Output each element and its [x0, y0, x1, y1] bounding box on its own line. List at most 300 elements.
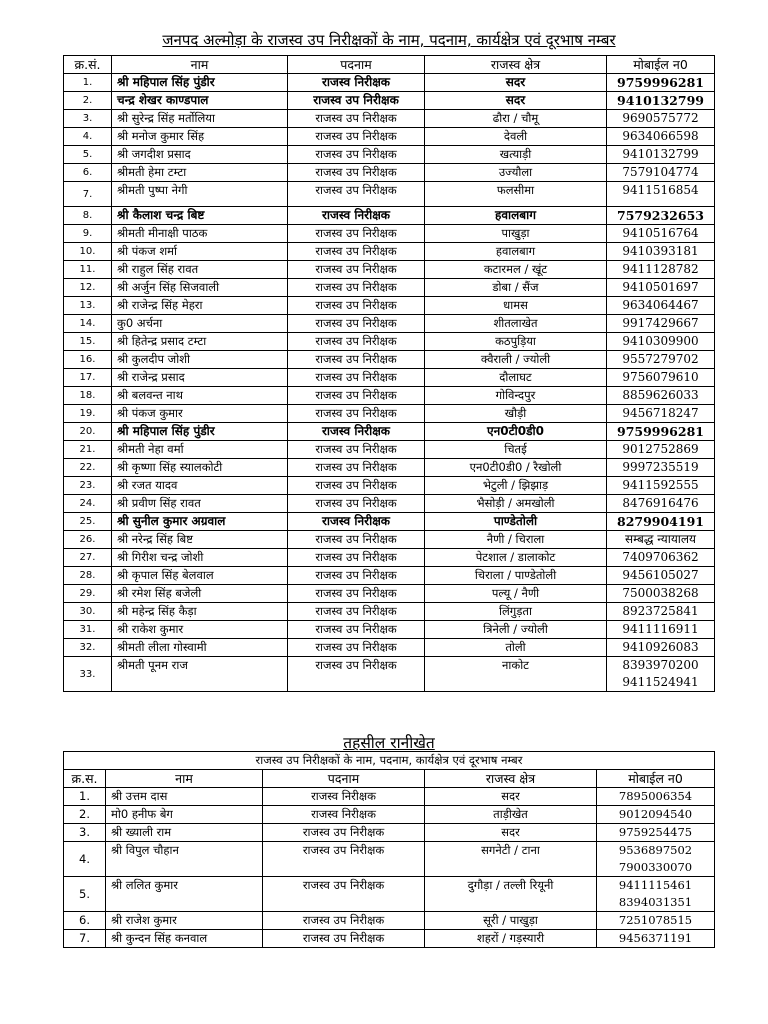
mobile-number — [607, 369, 715, 387]
table-row — [64, 243, 715, 261]
table-row — [64, 912, 715, 930]
inspector-name: श्री कुलदीप जोशी — [112, 351, 288, 369]
revenue-area: तोली — [425, 639, 607, 657]
table-row — [64, 128, 715, 146]
revenue-area: फलसीमा — [425, 182, 607, 207]
serial-number: 1. — [64, 788, 106, 806]
table-row — [64, 441, 715, 459]
serial-number: 16. — [64, 351, 112, 369]
serial-number: 23. — [64, 477, 112, 495]
inspector-name: श्री जगदीश प्रसाद — [112, 146, 288, 164]
serial-number: 27. — [64, 549, 112, 567]
header-mobile: मोबाईल न0 — [597, 770, 715, 788]
inspector-name: श्री राहुल सिंह रावत — [112, 261, 288, 279]
revenue-area: नैणी / चिराला — [425, 531, 607, 549]
mobile-number — [607, 146, 715, 164]
designation: राजस्व उप निरीक्षक — [263, 842, 425, 877]
inspector-name: श्री रजत यादव — [112, 477, 288, 495]
designation: राजस्व निरीक्षक — [263, 806, 425, 824]
section-title-ranikhet: तहसील रानीखेत — [343, 734, 435, 752]
mobile-number — [607, 423, 715, 441]
inspector-name: श्री गिरीश चन्द्र जोशी — [112, 549, 288, 567]
serial-number: 31. — [64, 621, 112, 639]
revenue-area: लिंगुड़ता — [425, 603, 607, 621]
phone-number: 9634066598 — [622, 129, 699, 143]
designation: राजस्व उप निरीक्षक — [263, 877, 425, 912]
inspector-name: श्री राजेन्द्र प्रसाद — [112, 369, 288, 387]
revenue-area: कठपुड़िया — [425, 333, 607, 351]
designation: राजस्व निरीक्षक — [288, 513, 425, 531]
revenue-area: देवली — [425, 128, 607, 146]
serial-number: 7. — [64, 182, 112, 207]
inspector-name: श्री महिपाल सिंह पुंडीर — [112, 423, 288, 441]
serial-number: 3. — [64, 824, 106, 842]
inspector-name: श्री मनोज कुमार सिंह — [112, 128, 288, 146]
table-row — [64, 788, 715, 806]
phone-number: 7409706362 — [622, 550, 699, 564]
table-row — [64, 495, 715, 513]
mobile-number — [607, 495, 715, 513]
table-row — [64, 74, 715, 92]
designation: राजस्व उप निरीक्षक — [288, 639, 425, 657]
mobile-number — [607, 261, 715, 279]
revenue-area: कटारमल / खूंट — [425, 261, 607, 279]
phone-number: 9410132799 — [617, 93, 704, 108]
designation: राजस्व उप निरीक्षक — [288, 315, 425, 333]
designation: राजस्व उप निरीक्षक — [288, 297, 425, 315]
designation: राजस्व उप निरीक्षक — [288, 225, 425, 243]
designation: राजस्व उप निरीक्षक — [288, 369, 425, 387]
mobile-number — [607, 621, 715, 639]
phone-number: 9456718247 — [622, 406, 699, 420]
mobile-number — [597, 824, 715, 842]
mobile-number — [607, 549, 715, 567]
mobile-number — [607, 441, 715, 459]
mobile-number — [607, 164, 715, 182]
designation: राजस्व उप निरीक्षक — [288, 92, 425, 110]
inspector-name: श्री बलवन्त नाथ — [112, 387, 288, 405]
designation: राजस्व उप निरीक्षक — [288, 110, 425, 128]
designation: राजस्व उप निरीक्षक — [263, 912, 425, 930]
serial-number: 9. — [64, 225, 112, 243]
header-revenue-area: राजस्व क्षेत्र — [425, 56, 607, 74]
inspector-name: श्री कृष्णा सिंह स्यालकोटी — [112, 459, 288, 477]
inspector-name: श्रीमती पुष्पा नेगी — [112, 182, 288, 207]
mobile-number — [607, 182, 715, 207]
phone-number: 9634064467 — [622, 298, 699, 312]
serial-number: 10. — [64, 243, 112, 261]
serial-number: 5. — [64, 146, 112, 164]
serial-number: 7. — [64, 930, 106, 948]
phone-number: 9690575772 — [622, 111, 699, 125]
mobile-number — [607, 603, 715, 621]
designation: राजस्व उप निरीक्षक — [288, 405, 425, 423]
revenue-area: ढौरा / चौमू — [425, 110, 607, 128]
mobile-number — [607, 477, 715, 495]
revenue-area: शहरों / गड़स्यारी — [425, 930, 597, 948]
serial-number: 32. — [64, 639, 112, 657]
inspector-name: श्री रमेश सिंह बजेली — [112, 585, 288, 603]
inspector-name: श्री कैलाश चन्द्र बिष्ट — [112, 207, 288, 225]
table-row — [64, 513, 715, 531]
inspector-name: श्रीमती नेहा वर्मा — [112, 441, 288, 459]
designation: राजस्व उप निरीक्षक — [263, 930, 425, 948]
header-mobile: मोबाईल न0 — [607, 56, 715, 74]
inspector-name: श्री विपुल चौहान — [106, 842, 263, 877]
revenue-area: पेटशाल / डालाकोट — [425, 549, 607, 567]
table-row — [64, 477, 715, 495]
mobile-number — [607, 74, 715, 92]
table-row — [64, 279, 715, 297]
inspector-name: श्री ललित कुमार — [106, 877, 263, 912]
phone-number: 9411592555 — [622, 478, 699, 492]
revenue-area: उज्यौला — [425, 164, 607, 182]
mobile-number — [597, 877, 715, 912]
phone-number: 9759996281 — [617, 424, 704, 439]
designation: राजस्व उप निरीक्षक — [288, 182, 425, 207]
phone-number: 9410516764 — [622, 226, 699, 240]
designation: राजस्व उप निरीक्षक — [288, 164, 425, 182]
phone-number: 9012094540 — [618, 807, 693, 821]
revenue-area: एन0टी0डी0 / रैखोली — [425, 459, 607, 477]
revenue-area: सदर — [425, 788, 597, 806]
table-row — [64, 405, 715, 423]
phone-number: 9536897502 — [618, 843, 693, 857]
table-row — [64, 164, 715, 182]
designation: राजस्व उप निरीक्षक — [288, 261, 425, 279]
designation: राजस्व उप निरीक्षक — [288, 585, 425, 603]
revenue-area: सगनेटी / टाना — [425, 842, 597, 877]
serial-number: 19. — [64, 405, 112, 423]
mobile-number — [607, 387, 715, 405]
mobile-number — [607, 351, 715, 369]
phone-number: 9411115461 — [618, 878, 693, 892]
mobile-number — [607, 279, 715, 297]
table-row — [64, 110, 715, 128]
table-row — [64, 459, 715, 477]
table-subtitle-row — [64, 752, 715, 770]
phone-number: 7500038268 — [622, 586, 699, 600]
designation: राजस्व निरीक्षक — [288, 207, 425, 225]
phone-number: 9410132799 — [622, 147, 699, 161]
inspectors-table-almora — [63, 55, 715, 692]
phone-number: 9012752869 — [622, 442, 699, 456]
revenue-area: धामस — [425, 297, 607, 315]
inspector-name: श्री प्रवीण सिंह रावत — [112, 495, 288, 513]
designation: राजस्व उप निरीक्षक — [288, 567, 425, 585]
inspectors-table-ranikhet — [63, 751, 715, 948]
designation: राजस्व उप निरीक्षक — [288, 441, 425, 459]
designation: राजस्व उप निरीक्षक — [288, 603, 425, 621]
phone-number: 8859626033 — [622, 388, 699, 402]
phone-number: 8279904191 — [617, 514, 704, 529]
revenue-area: खौड़ी — [425, 405, 607, 423]
serial-number: 29. — [64, 585, 112, 603]
table-row — [64, 297, 715, 315]
phone-number: 9557279702 — [622, 352, 699, 366]
designation: राजस्व उप निरीक्षक — [288, 495, 425, 513]
table-row — [64, 657, 715, 692]
revenue-area: भेटुली / झिझाड़ — [425, 477, 607, 495]
serial-number: 1. — [64, 74, 112, 92]
header-name: नाम — [106, 770, 263, 788]
designation: राजस्व उप निरीक्षक — [288, 146, 425, 164]
table-row — [64, 261, 715, 279]
mobile-number — [607, 297, 715, 315]
table-row — [64, 639, 715, 657]
inspector-name: श्रीमती पूनम राज — [112, 657, 288, 692]
inspector-name: श्री नरेन्द्र सिंह बिष्ट — [112, 531, 288, 549]
inspector-name: श्री महिपाल सिंह पुंडीर — [112, 74, 288, 92]
revenue-area: हवालबाग — [425, 243, 607, 261]
serial-number: 22. — [64, 459, 112, 477]
table-row — [64, 824, 715, 842]
serial-number: 14. — [64, 315, 112, 333]
designation: राजस्व उप निरीक्षक — [288, 459, 425, 477]
phone-number: 9456105027 — [622, 568, 699, 582]
revenue-area: दौलाघट — [425, 369, 607, 387]
inspector-name: श्री पंकज शर्मा — [112, 243, 288, 261]
header-serial: क्र.सं. — [64, 56, 112, 74]
table-row — [64, 585, 715, 603]
inspector-name: श्री कुन्दन सिंह कनवाल — [106, 930, 263, 948]
phone-number: 7579232653 — [617, 208, 704, 223]
inspector-name: श्री कृपाल सिंह बेलवाल — [112, 567, 288, 585]
serial-number: 26. — [64, 531, 112, 549]
inspector-name: श्री हितेन्द्र प्रसाद टम्टा — [112, 333, 288, 351]
phone-number: 9411116911 — [622, 622, 699, 636]
serial-number: 6. — [64, 912, 106, 930]
revenue-area: सदर — [425, 74, 607, 92]
table-row — [64, 930, 715, 948]
mobile-number — [597, 806, 715, 824]
revenue-area: चितई — [425, 441, 607, 459]
serial-number: 5. — [64, 877, 106, 912]
serial-number: 17. — [64, 369, 112, 387]
table-row — [64, 423, 715, 441]
mobile-number — [607, 513, 715, 531]
mobile-number — [607, 639, 715, 657]
phone-number: 9410926083 — [622, 640, 699, 654]
phone-number: 9917429667 — [622, 316, 699, 330]
revenue-area: एन0टी0डी0 — [425, 423, 607, 441]
mobile-number — [607, 225, 715, 243]
designation: राजस्व उप निरीक्षक — [288, 243, 425, 261]
mobile-number — [607, 92, 715, 110]
table-row — [64, 333, 715, 351]
revenue-area: दुगौड़ा / तल्ली रियूनी — [425, 877, 597, 912]
revenue-area: खत्याड़ी — [425, 146, 607, 164]
inspector-name: श्री अर्जुन सिंह सिजवाली — [112, 279, 288, 297]
designation: राजस्व उप निरीक्षक — [288, 531, 425, 549]
phone-number: सम्बद्ध न्यायालय — [624, 532, 697, 546]
header-revenue-area: राजस्व क्षेत्र — [425, 770, 597, 788]
revenue-area: सदर — [425, 824, 597, 842]
table-row — [64, 182, 715, 207]
revenue-area: सदर — [425, 92, 607, 110]
revenue-area: पल्यू / नैणी — [425, 585, 607, 603]
designation: राजस्व उप निरीक्षक — [288, 128, 425, 146]
mobile-number — [607, 110, 715, 128]
inspector-name: श्री राजेन्द्र सिंह मेहरा — [112, 297, 288, 315]
serial-number: 6. — [64, 164, 112, 182]
serial-number: 3. — [64, 110, 112, 128]
mobile-number — [597, 930, 715, 948]
phone-number: 9410393181 — [622, 244, 699, 258]
revenue-area: सूरी / पाखुड़ा — [425, 912, 597, 930]
table-row — [64, 351, 715, 369]
table-row — [64, 207, 715, 225]
mobile-number — [607, 333, 715, 351]
serial-number: 2. — [64, 92, 112, 110]
serial-number: 24. — [64, 495, 112, 513]
revenue-area: नाकोट — [425, 657, 607, 692]
inspector-name: मो0 हनीफ बेग — [106, 806, 263, 824]
designation: राजस्व उप निरीक्षक — [288, 549, 425, 567]
serial-number: 33. — [64, 657, 112, 692]
table-row — [64, 806, 715, 824]
phone-number: 9411516854 — [622, 183, 699, 197]
mobile-number — [607, 207, 715, 225]
mobile-number — [607, 459, 715, 477]
header-name: नाम — [112, 56, 288, 74]
mobile-number — [607, 128, 715, 146]
table-subtitle: राजस्व उप निरीक्षकों के नाम, पदनाम, कार्यक्षेत्र एवं दूरभाष नम्बर — [64, 752, 715, 770]
header-serial: क्र.स. — [64, 770, 106, 788]
designation: राजस्व उप निरीक्षक — [288, 279, 425, 297]
phone-number: 9456371191 — [618, 931, 693, 945]
inspector-name: श्री महेन्द्र सिंह कैड़ा — [112, 603, 288, 621]
inspector-name: कु0 अर्चना — [112, 315, 288, 333]
designation: राजस्व निरीक्षक — [288, 423, 425, 441]
serial-number: 30. — [64, 603, 112, 621]
phone-number: 9411128782 — [622, 262, 699, 276]
serial-number: 18. — [64, 387, 112, 405]
phone-number: 9759996281 — [617, 75, 704, 90]
phone-number: 8394031351 — [618, 895, 693, 909]
table-row — [64, 621, 715, 639]
table-row — [64, 877, 715, 912]
serial-number: 15. — [64, 333, 112, 351]
inspector-name: श्री ख्याली राम — [106, 824, 263, 842]
phone-number: 9410501697 — [622, 280, 699, 294]
designation: राजस्व निरीक्षक — [288, 74, 425, 92]
inspector-name: श्री सुरेन्द्र सिंह मर्तोलिया — [112, 110, 288, 128]
revenue-area: क्वैराली / ज्योली — [425, 351, 607, 369]
mobile-number — [597, 842, 715, 877]
revenue-area: पाखुड़ा — [425, 225, 607, 243]
mobile-number — [607, 531, 715, 549]
revenue-area: हवालबाग — [425, 207, 607, 225]
designation: राजस्व उप निरीक्षक — [288, 657, 425, 692]
table-row — [64, 842, 715, 877]
phone-number: 7895006354 — [618, 789, 693, 803]
phone-number: 7900330070 — [618, 860, 693, 874]
mobile-number — [597, 912, 715, 930]
phone-number: 9756079610 — [622, 370, 699, 384]
header-designation: पदनाम — [288, 56, 425, 74]
table-row — [64, 567, 715, 585]
serial-number: 12. — [64, 279, 112, 297]
table-row — [64, 369, 715, 387]
revenue-area: त्रिनेली / ज्योली — [425, 621, 607, 639]
table-row — [64, 315, 715, 333]
phone-number: 9759254475 — [618, 825, 693, 839]
revenue-area: गोविन्दपुर — [425, 387, 607, 405]
inspector-name: श्रीमती हेमा टम्टा — [112, 164, 288, 182]
phone-number: 9411524941 — [622, 675, 699, 689]
phone-number: 7251078515 — [618, 913, 693, 927]
revenue-area: ताड़ीखेत — [425, 806, 597, 824]
table-row — [64, 603, 715, 621]
revenue-area: पाण्डेतोली — [425, 513, 607, 531]
document-title: जनपद अल्मोड़ा के राजस्व उप निरीक्षकों के नाम, पदनाम, कार्यक्षेत्र एवं दूरभाष नम्बर — [162, 31, 616, 49]
serial-number: 4. — [64, 128, 112, 146]
designation: राजस्व उप निरीक्षक — [288, 351, 425, 369]
table-row — [64, 549, 715, 567]
inspector-name: चन्द्र शेखर काण्डपाल — [112, 92, 288, 110]
revenue-area: भैसोड़ी / अमखोली — [425, 495, 607, 513]
designation: राजस्व उप निरीक्षक — [288, 477, 425, 495]
table-header-row — [64, 770, 715, 788]
serial-number: 4. — [64, 842, 106, 877]
mobile-number — [607, 585, 715, 603]
phone-number: 9410309900 — [622, 334, 699, 348]
serial-number: 25. — [64, 513, 112, 531]
revenue-area: डोबा / सैंज — [425, 279, 607, 297]
serial-number: 8. — [64, 207, 112, 225]
mobile-number — [607, 567, 715, 585]
phone-number: 8393970200 — [622, 658, 699, 672]
designation: राजस्व निरीक्षक — [263, 788, 425, 806]
revenue-area: चिराला / पाण्डेतोली — [425, 567, 607, 585]
table-row — [64, 146, 715, 164]
inspector-name: श्री राजेश कुमार — [106, 912, 263, 930]
serial-number: 11. — [64, 261, 112, 279]
phone-number: 8923725841 — [622, 604, 699, 618]
table-row — [64, 531, 715, 549]
designation: राजस्व उप निरीक्षक — [263, 824, 425, 842]
mobile-number — [607, 657, 715, 692]
inspector-name: श्री राकेश कुमार — [112, 621, 288, 639]
designation: राजस्व उप निरीक्षक — [288, 621, 425, 639]
table-header-row — [64, 56, 715, 74]
table-row — [64, 92, 715, 110]
table-row — [64, 387, 715, 405]
phone-number: 9997235519 — [622, 460, 699, 474]
phone-number: 7579104774 — [622, 165, 699, 179]
designation: राजस्व उप निरीक्षक — [288, 333, 425, 351]
inspector-name: श्री उत्तम दास — [106, 788, 263, 806]
header-designation: पदनाम — [263, 770, 425, 788]
designation: राजस्व उप निरीक्षक — [288, 387, 425, 405]
mobile-number — [607, 243, 715, 261]
mobile-number — [597, 788, 715, 806]
serial-number: 20. — [64, 423, 112, 441]
serial-number: 2. — [64, 806, 106, 824]
serial-number: 28. — [64, 567, 112, 585]
phone-number: 8476916476 — [622, 496, 699, 510]
inspector-name: श्री सुनील कुमार अग्रवाल — [112, 513, 288, 531]
mobile-number — [607, 315, 715, 333]
table-row — [64, 225, 715, 243]
inspector-name: श्री पंकज कुमार — [112, 405, 288, 423]
inspector-name: श्रीमती लीला गोस्वामी — [112, 639, 288, 657]
serial-number: 13. — [64, 297, 112, 315]
revenue-area: शीतलाखेत — [425, 315, 607, 333]
mobile-number — [607, 405, 715, 423]
inspector-name: श्रीमती मीनाक्षी पाठक — [112, 225, 288, 243]
